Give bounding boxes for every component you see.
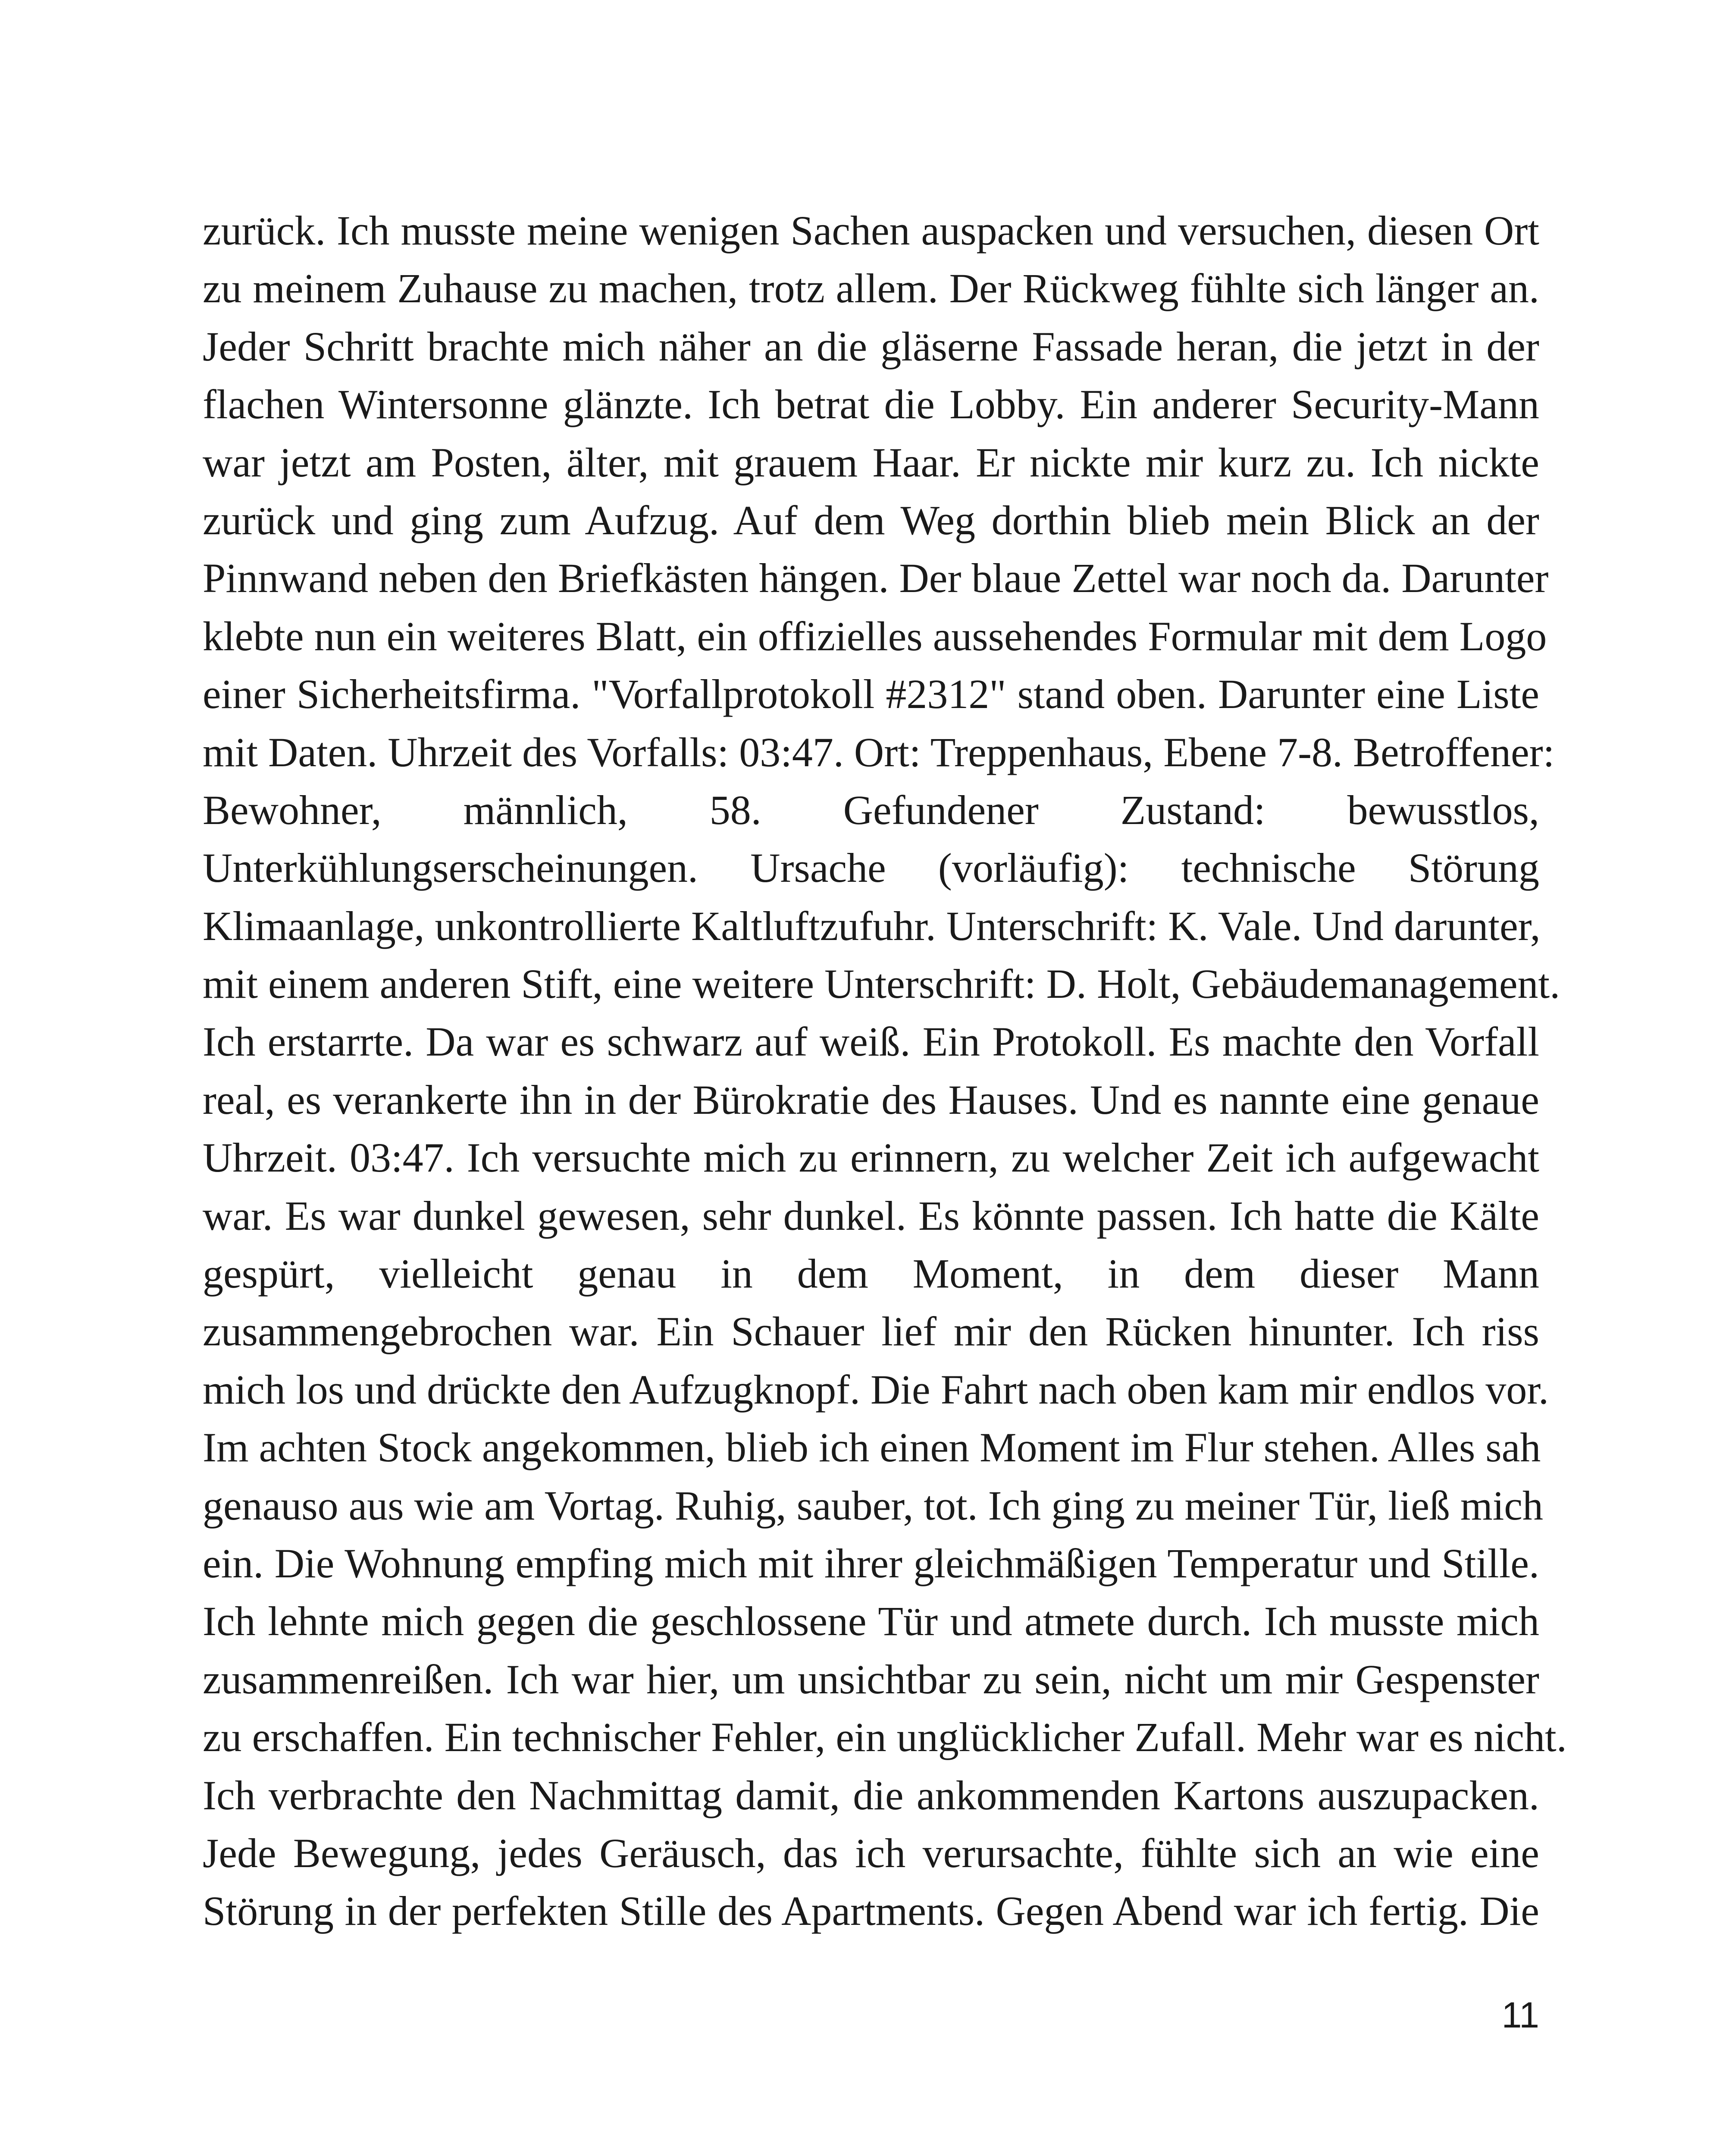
text-line: genauso aus wie am Vortag. Ruhig, sauber, tot. Ich ging zu meiner Tür, ließ mich	[203, 1482, 1543, 1529]
page-number: 11	[1501, 1995, 1539, 2035]
text-line: flachen Wintersonne glänzte. Ich betrat die Lobby. Ein anderer Security-Mann	[203, 381, 1539, 428]
text-line: zu meinem Zuhause zu machen, trotz allem. Der Rückweg fühlte sich länger an.	[203, 265, 1539, 312]
text-line: Im achten Stock angekommen, blieb ich einen Moment im Flur stehen. Alles sah	[203, 1424, 1541, 1471]
text-line: gespürt, vielleicht genau in dem Moment, in dem dieser Mann	[203, 1250, 1539, 1297]
text-line: zusammenreißen. Ich war hier, um unsichtbar zu sein, nicht um mir Gespenster	[203, 1656, 1539, 1702]
text-line: zu erschaffen. Ein technischer Fehler, ein unglücklicher Zufall. Mehr war es nicht.	[203, 1714, 1567, 1761]
text-line: Bewohner, männlich, 58. Gefundener Zustand: bewusstlos,	[203, 787, 1539, 833]
text-line: Jede Bewegung, jedes Geräusch, das ich verursachte, fühlte sich an wie eine	[203, 1830, 1539, 1876]
text-line: war jetzt am Posten, älter, mit grauem Haar. Er nickte mir kurz zu. Ich nickte	[203, 439, 1539, 486]
text-line: klebte nun ein weiteres Blatt, ein offizielles aussehendes Formular mit dem Logo	[203, 613, 1547, 659]
text-line: Störung in der perfekten Stille des Apartments. Gegen Abend war ich fertig. Die	[203, 1888, 1539, 1934]
text-line: Ich erstarrte. Da war es schwarz auf weiß. Ein Protokoll. Es machte den Vorfall	[203, 1018, 1539, 1065]
text-line: Jeder Schritt brachte mich näher an die gläserne Fassade heran, die jetzt in der	[203, 323, 1539, 370]
text-line: zurück und ging zum Aufzug. Auf dem Weg dorthin blieb mein Blick an der	[203, 497, 1539, 543]
text-line: war. Es war dunkel gewesen, sehr dunkel. Es könnte passen. Ich hatte die Kälte	[203, 1192, 1539, 1239]
text-line: Ich lehnte mich gegen die geschlossene Tür und atmete durch. Ich musste mich	[203, 1598, 1539, 1645]
text-line: ein. Die Wohnung empfing mich mit ihrer gleichmäßigen Temperatur und Stille.	[203, 1540, 1539, 1586]
text-line: zurück. Ich musste meine wenigen Sachen auspacken und versuchen, diesen Ort	[203, 207, 1539, 254]
text-line: mit Daten. Uhrzeit des Vorfalls: 03:47. Ort: Treppenhaus, Ebene 7-8. Betroffener:	[203, 729, 1555, 775]
body-text	[203, 202, 1567, 1940]
text-line: Klimaanlage, unkontrollierte Kaltluftzufuhr. Unterschrift: K. Vale. Und darunter,	[203, 903, 1541, 949]
text-line: mich los und drückte den Aufzugknopf. Die Fahrt nach oben kam mir endlos vor.	[203, 1366, 1549, 1413]
text-line: Pinnwand neben den Briefkästen hängen. Der blaue Zettel war noch da. Darunter	[203, 555, 1549, 602]
text-line: real, es verankerte ihn in der Bürokratie des Hauses. Und es nannte eine genaue	[203, 1076, 1539, 1123]
text-line: zusammengebrochen war. Ein Schauer lief mir den Rücken hinunter. Ich riss	[203, 1308, 1539, 1355]
text-line: einer Sicherheitsfirma. "Vorfallprotokoll #2312" stand oben. Darunter eine Liste	[203, 671, 1539, 718]
text-line: Uhrzeit. 03:47. Ich versuchte mich zu erinnern, zu welcher Zeit ich aufgewacht	[203, 1134, 1539, 1181]
text-line: mit einem anderen Stift, eine weitere Unterschrift: D. Holt, Gebäudemanagement.	[203, 961, 1560, 1007]
text-line: Ich verbrachte den Nachmittag damit, die ankommenden Kartons auszupacken.	[203, 1772, 1539, 1818]
text-line: Unterkühlungserscheinungen. Ursache (vorläufig): technische Störung	[203, 845, 1539, 891]
